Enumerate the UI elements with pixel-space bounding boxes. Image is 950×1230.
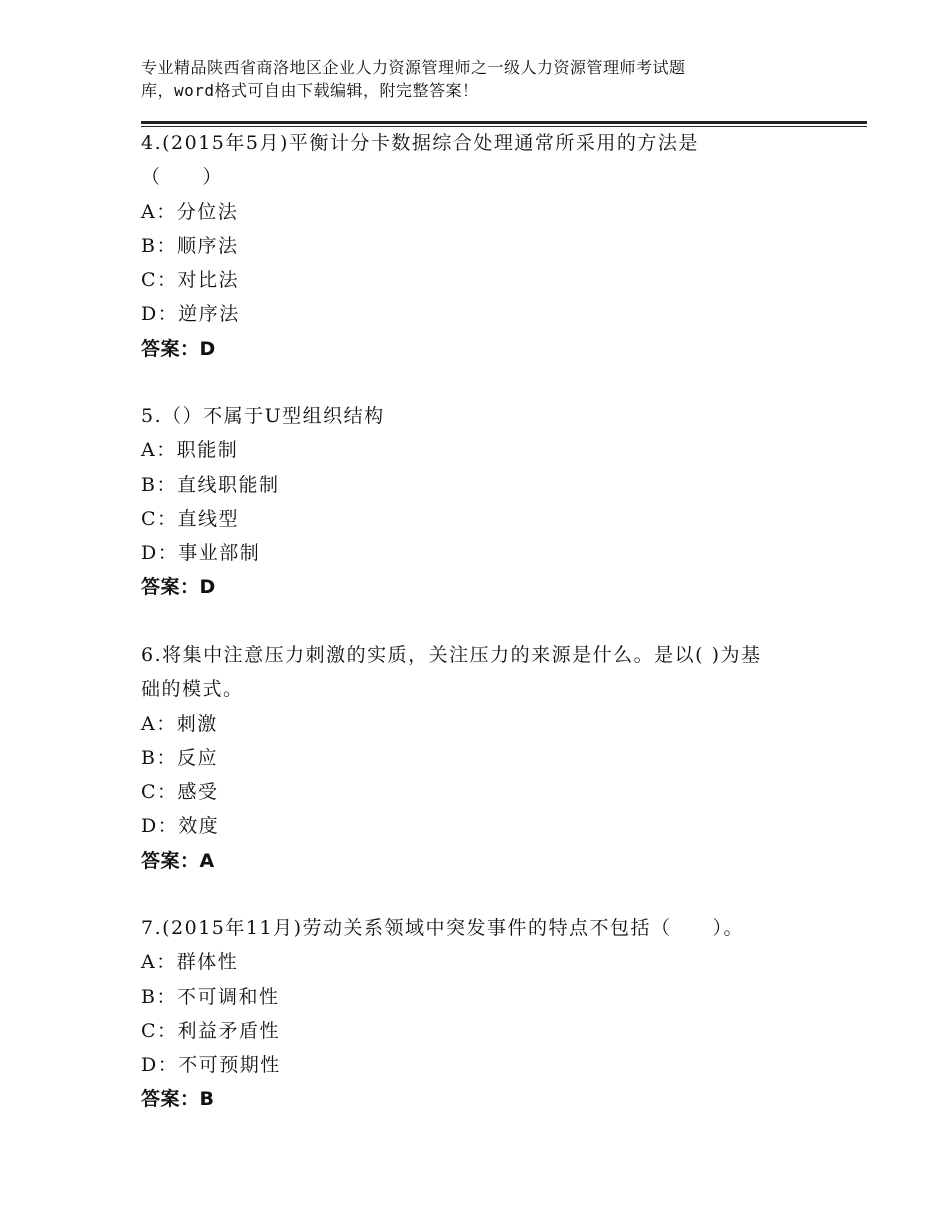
option-a: A：职能制 [141, 439, 239, 462]
question-7 [141, 911, 841, 1117]
option-c: C：利益矛盾性 [141, 1019, 281, 1042]
answer-line: 答案：A [141, 849, 215, 872]
header-divider-thick [141, 121, 867, 124]
question-stem-continued: 础的模式。 [141, 678, 244, 701]
answer-line: 答案：D [141, 576, 216, 599]
option-b: B：直线职能制 [141, 473, 280, 496]
option-b: B：顺序法 [141, 234, 239, 257]
answer-line: 答案：B [141, 1088, 215, 1111]
option-d: D：逆序法 [141, 303, 240, 326]
question-stem: 7.(2015年11月)劳动关系领域中突发事件的特点不包括（ ）。 [141, 917, 744, 939]
question-stem-continued: （ ） [141, 166, 224, 189]
question-stem: 6.将集中注意压力刺激的实质，关注压力的来源是什么。是以( )为基 [141, 644, 762, 666]
option-c: C：感受 [141, 781, 219, 804]
header-line-2: 库，word格式可自由下载编辑，附完整答案！ [141, 81, 479, 100]
option-a: A：群体性 [141, 951, 239, 974]
question-5 [141, 399, 841, 605]
option-d: D：事业部制 [141, 542, 261, 565]
option-c: C：直线型 [141, 507, 240, 530]
question-6 [141, 638, 841, 878]
header-line-1: 专业精品陕西省商洛地区企业人力资源管理师之一级人力资源管理师考试题 [141, 58, 686, 77]
option-c: C：对比法 [141, 269, 240, 292]
option-d: D：不可预期性 [141, 1054, 281, 1077]
option-b: B：反应 [141, 746, 218, 769]
question-stem: 4.(2015年5月)平衡计分卡数据综合处理通常所采用的方法是 [141, 132, 699, 154]
option-d: D：效度 [141, 815, 220, 838]
question-4 [141, 126, 841, 366]
answer-line: 答案：D [141, 337, 216, 360]
option-a: A：分位法 [141, 200, 239, 223]
question-stem: 5.（）不属于U型组织结构 [141, 405, 385, 427]
document-header [141, 56, 861, 102]
option-b: B：不可调和性 [141, 985, 280, 1008]
option-a: A：刺激 [141, 712, 218, 735]
